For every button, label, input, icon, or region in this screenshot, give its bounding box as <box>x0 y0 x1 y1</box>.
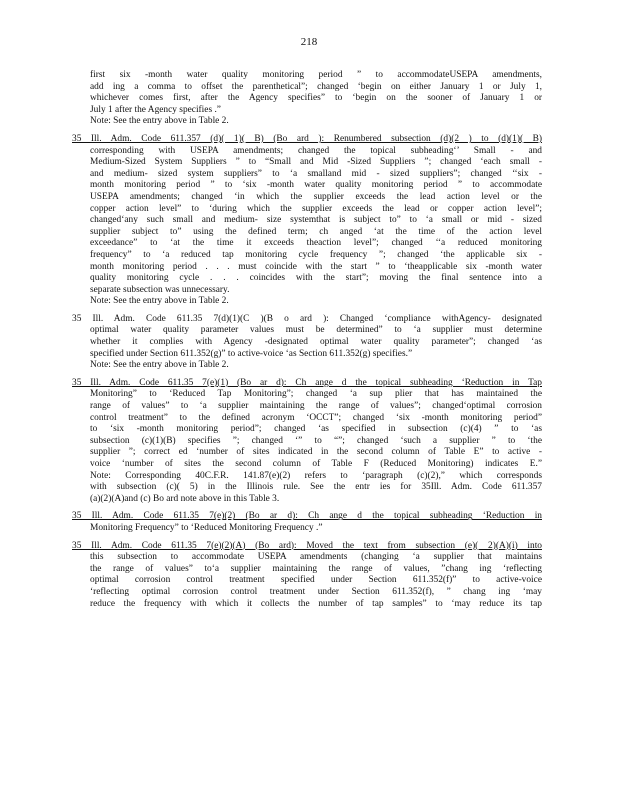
text-line: specified under Section 611.352(g)” to active-voice ‘as Section 611.352(g) specifies.” <box>90 348 413 359</box>
entry-note: Note: See the entry above in Table 2. <box>90 116 229 127</box>
citation-line: 35 Ill. Adm. Code 611.357 (d)( 1)( B) (Bo ard ): Renumbered subsection (d)(2 ) to (d)(1)( B) <box>72 133 542 144</box>
text-line: this subsection to accommodate USEPA amendments (changing ‘a supplier that maintains <box>90 552 542 563</box>
entry-611-357-e-2 <box>72 511 542 534</box>
text-line: ‘reflecting optimal corrosion control treatment under Section 611.352(f), ” chang ing ‘may <box>90 586 542 597</box>
entry-611-357-d-1-b <box>72 134 542 308</box>
text-line: add ing a comma to offset the parenthetical”; changed ‘begin on either January 1 or July 1, <box>90 81 542 92</box>
entry-note: Note: See the entry above in Table 2. <box>90 360 229 371</box>
citation-line: 35 Ill. Adm. Code 611.35 7(e)(1) (Bo ar d): Ch ange d the topical subheading ‘Reduction in Tap <box>72 377 542 388</box>
text-line: (a)(2)(A)and (c) Bo ard note above in this Table 3. <box>90 493 280 504</box>
text-line: subsection (c)(1)(B) specifies ”; changed ‘” to “”; changed ‘such a supplier ” to ‘the <box>90 435 542 446</box>
text-line: whichever comes first, after the Agency specifies” to ‘begin on the sooner of January 1 or <box>90 93 542 104</box>
text-line: to ‘six -month monitoring period”; changed ‘as specified in subsection (c)(4) ” to ‘as <box>90 424 542 435</box>
text-line: whether it complies with Agency -designated optimal water quality parameter”; changed ‘as <box>90 337 542 348</box>
text-line: with subsection (c)( 5) in the Illinois rule. See the entr ies for 35Ill. Adm. Code 611.357 <box>90 482 542 493</box>
text-line: USEPA amendments; changed ‘in which the supplier exceeds the lead action level or the <box>90 191 542 202</box>
citation-line: 35 Ill. Adm. Code 611.35 7(e)(2) (Bo ar d): Ch ange d the topical subheading ‘Reduction in <box>72 511 542 522</box>
text-line: and medium- sized system suppliers” to ‘a smalland mid - sized suppliers”; changed ‘‘six - <box>90 168 542 179</box>
entry-611-357-d-1-c <box>72 314 542 372</box>
text-line: July 1 after the Agency specifies .” <box>90 104 221 115</box>
text-line: range of values” to ‘a supplier maintaining the range of values”; changed‘optimal corrosion <box>90 401 542 412</box>
text-line: corresponding with USEPA amendments; changed the topical subheading‘’ Small - and <box>90 145 542 156</box>
text-line: frequency” to ‘a reduced tap monitoring cycle frequency ”; changed ‘the applicable six - <box>90 249 542 260</box>
entry-611-357-e-2-a <box>72 541 542 611</box>
citation-line: 35 Ill. Adm. Code 611.35 7(e)(2)(A) (Bo ard): Moved the text from subsection (e)( 2)(A)(i) into <box>72 540 542 551</box>
page-number: 218 <box>300 36 318 48</box>
document-body <box>72 70 542 616</box>
text-line: changed‘any such small and medium- size systemthat is subject to” to ‘a small or mid - sized <box>90 215 542 226</box>
text-line: voice ‘number of sites the second column of Table F (Reduced Monitoring) indicates E.” <box>90 459 542 469</box>
text-line: supplier subject to” using the defined term; ch anged ‘at the time of the action level <box>90 226 542 237</box>
text-line: copper action level” to ‘during which the supplier exceeds the lead or copper action level”; <box>90 203 542 214</box>
text-line: month monitoring period ” to ‘six -month water quality monitoring period ” to accommodate <box>90 180 542 191</box>
text-line: Medium-Sized System Suppliers ” to “Small and Mid -Sized Suppliers ”; changed ‘each small - <box>90 157 542 168</box>
citation-line: 35 Ill. Adm. Code 611.35 7(d)(1)(C )(B o ard ): Changed ‘compliance withAgency- designated <box>72 313 542 324</box>
entry-note: Note: See the entry above in Table 2. <box>90 296 229 307</box>
text-line: reduce the frequency with which it collects the number of tap samples” to ‘may reduce its tap <box>90 598 542 609</box>
text-line: Note: Corresponding 40C.F.R. 141.87(e)(2) refers to ‘paragraph (c)(2),” which corresponds <box>90 470 542 481</box>
text-line: exceedance” to ‘at the time it exceeds theaction level”; changed ‘‘a reduced monitoring <box>90 238 542 249</box>
text-line: month monitoring period . . . must coincide with the start ” to ‘theapplicable six -month water <box>90 261 542 272</box>
entry-continued <box>72 70 542 128</box>
entry-611-357-e-1 <box>72 378 542 506</box>
text-line: control treatment” to the defined acronym ‘OCCT”; changed ‘six -month monitoring period” <box>90 412 542 423</box>
text-line: the range of values” to‘a supplier maintaining the range of values, ”chang ing ‘reflecting <box>90 563 542 574</box>
text-line: Monitoring Frequency” to ‘Reduced Monitoring Frequency .” <box>90 522 323 533</box>
text-line: supplier ”; correct ed ‘number of sites indicated in the second column of Table E” to active - <box>90 447 542 458</box>
text-line: quality monitoring cycle . . . coincides with the start”; moving the final sentence into a <box>90 273 542 284</box>
text-line: Monitoring” to ‘Reduced Tap Monitoring”; changed ‘a sup plier that has maintained the <box>90 389 542 400</box>
text-line: first six -month water quality monitoring period ” to accommodateUSEPA amendments, <box>90 70 542 80</box>
text-line: optimal water quality parameter values must be determined” to ‘a supplier must determine <box>90 325 542 336</box>
text-line: separate subsection was unnecessary. <box>90 284 230 295</box>
text-line: optimal corrosion control treatment specified under Section 611.352(f)” to active-voice <box>90 575 542 586</box>
